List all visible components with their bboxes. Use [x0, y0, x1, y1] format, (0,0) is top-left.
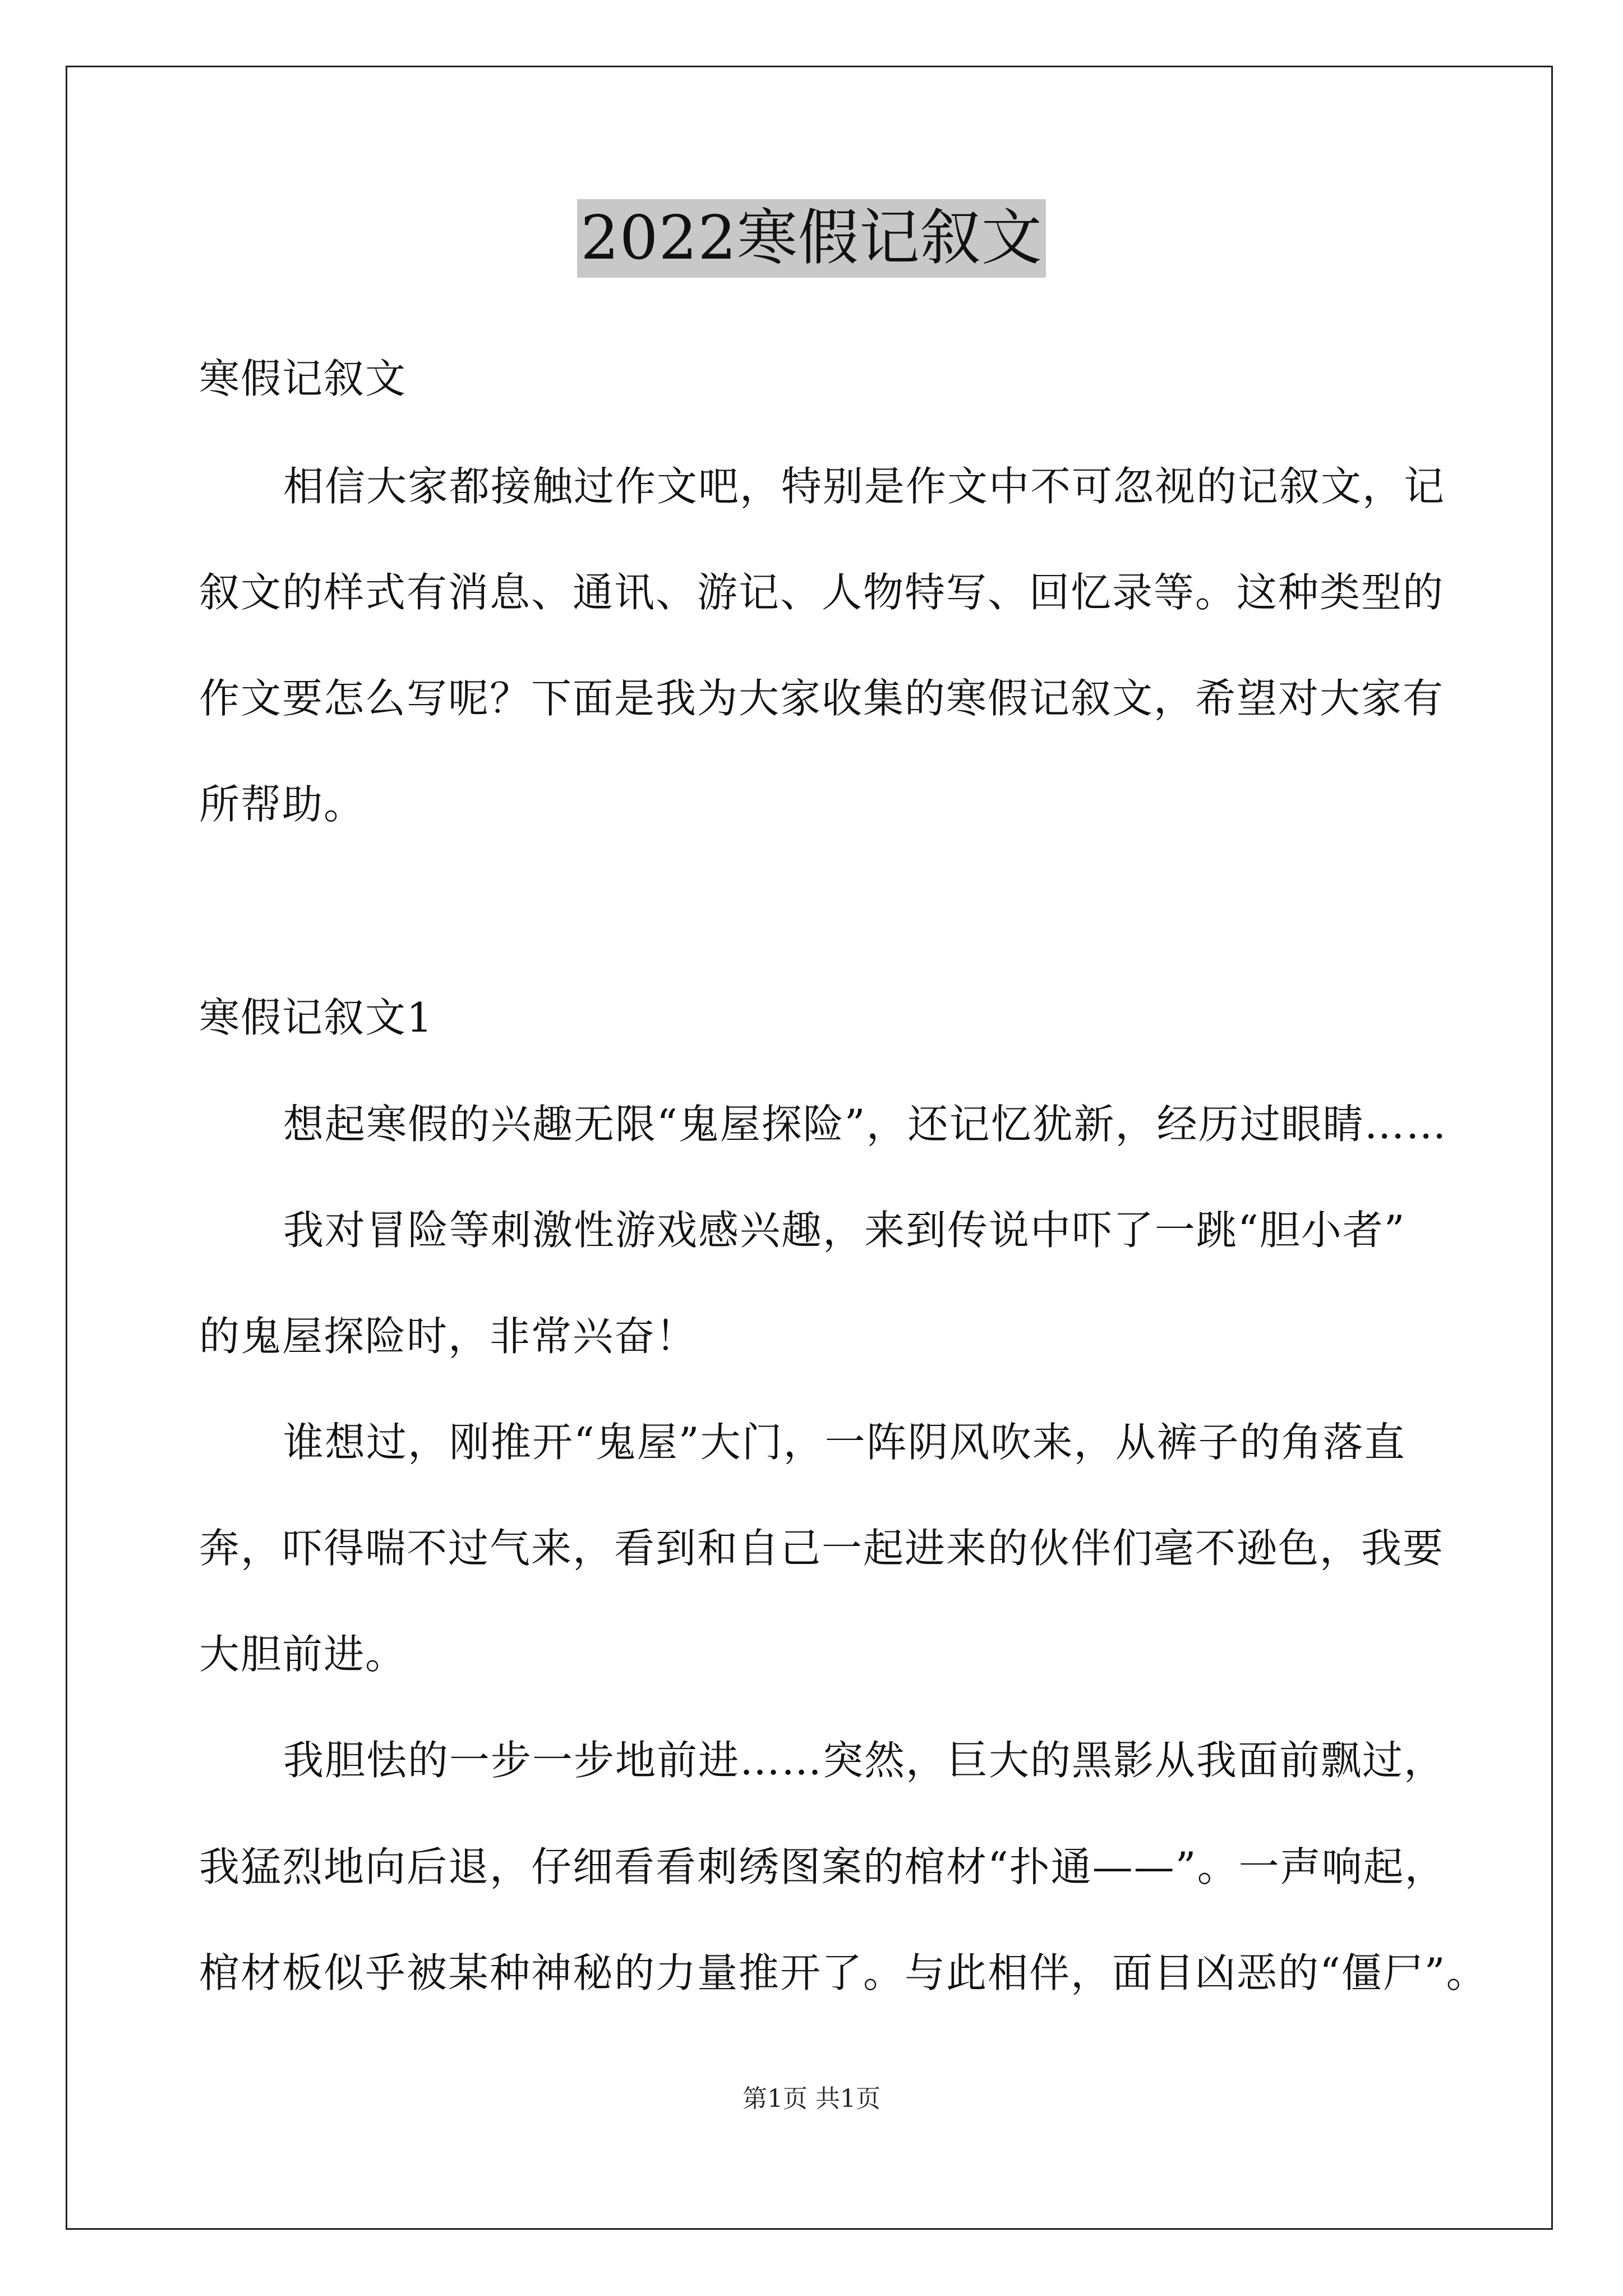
body-line-3: 的鬼屋探险时，非常兴奋！	[199, 1313, 698, 1360]
intro-line-2: 叙文的样式有消息、通讯、游记、人物特写、回忆录等。这种类型的	[199, 569, 1445, 616]
body-line-8: 我猛烈地向后退，仔细看看刺绣图案的棺材“扑通——”。一声响起，	[199, 1843, 1446, 1890]
intro-line-4: 所帮助。	[199, 781, 366, 828]
body-line-6: 大胆前进。	[199, 1631, 407, 1678]
body-line-9: 棺材板似乎被某种神秘的力量推开了。与此相伴，面目凶恶的“僵尸”。	[199, 1949, 1488, 1996]
intro-line-1: 相信大家都接触过作文吧，特别是作文中不可忽视的记叙文，记	[283, 463, 1446, 510]
title-container	[0, 199, 1623, 278]
body-line-5: 奔，吓得喘不过气来，看到和自己一起进来的伙伴们毫不逊色，我要	[199, 1525, 1445, 1572]
body-line-2: 我对冒险等刺激性游戏感兴趣，来到传说中吓了一跳“胆小者”	[283, 1207, 1406, 1254]
document-title: 2022寒假记叙文	[577, 199, 1046, 278]
section-heading: 寒假记叙文	[199, 355, 407, 402]
body-line-7: 我胆怯的一步一步地前进……突然，巨大的黑影从我面前飘过，	[283, 1737, 1446, 1784]
section-heading-1: 寒假记叙文1	[199, 994, 434, 1041]
page-footer: 第1页 共1页	[743, 2085, 880, 2113]
body-line-4: 谁想过，刚推开“鬼屋”大门，一阵阴风吹来，从裤子的角落直	[283, 1419, 1406, 1466]
body-line-1: 想起寒假的兴趣无限“鬼屋探险”，还记忆犹新，经历过眼睛……	[283, 1101, 1447, 1148]
intro-line-3: 作文要怎么写呢？下面是我为大家收集的寒假记叙文，希望对大家有	[199, 675, 1445, 722]
